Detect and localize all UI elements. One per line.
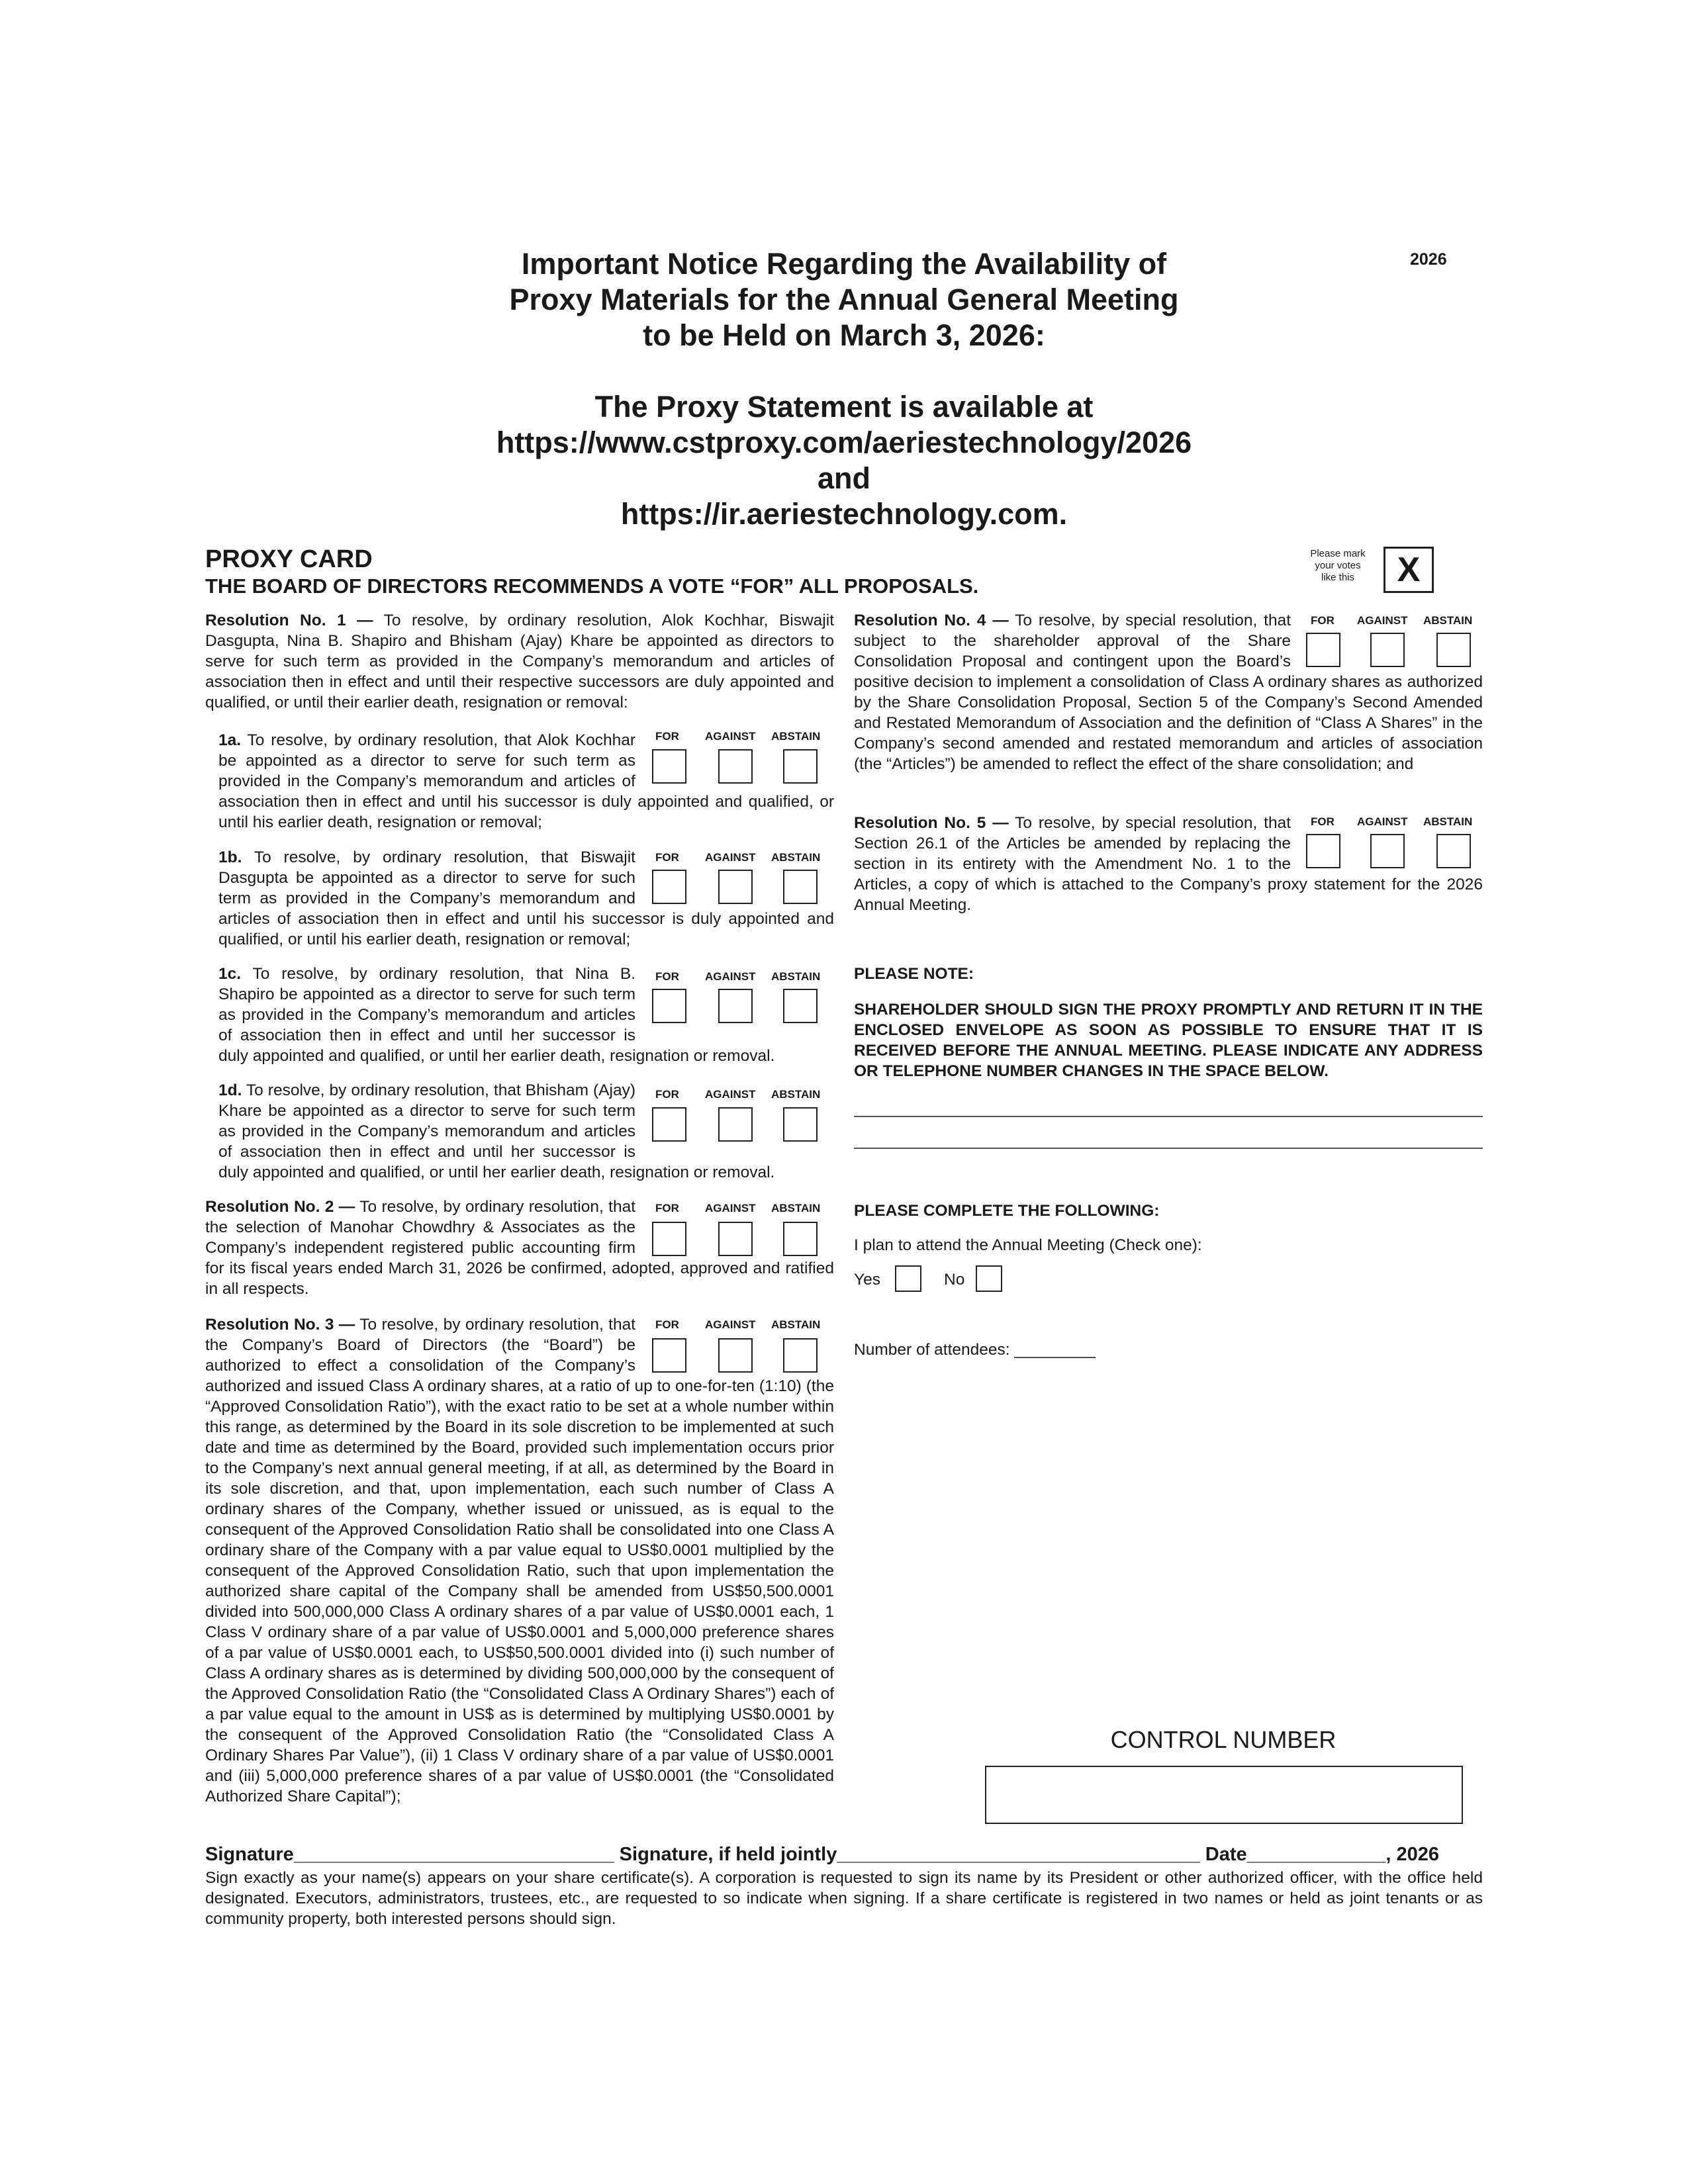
- vote-against-header: AGAINST: [705, 851, 756, 864]
- resolution-4-for-checkbox[interactable]: [1306, 633, 1340, 667]
- availability-and: and: [817, 461, 870, 495]
- control-number-box[interactable]: [985, 1766, 1463, 1824]
- signature-line: [205, 1844, 1483, 1866]
- vote-against-header: AGAINST: [1357, 614, 1408, 627]
- date-field[interactable]: _____________: [1246, 1844, 1386, 1865]
- resolution-1b-against-checkbox[interactable]: [718, 870, 753, 904]
- address-change-line-1[interactable]: [854, 1116, 1483, 1117]
- resolution-5-label: Resolution No. 5 —: [854, 814, 1009, 832]
- board-recommendation: THE BOARD OF DIRECTORS RECOMMENDS A VOTE “FOR” ALL PROPOSALS.: [205, 574, 979, 598]
- attend-no-checkbox[interactable]: [976, 1265, 1002, 1292]
- resolution-1d-against-checkbox[interactable]: [718, 1107, 753, 1142]
- control-number-title: CONTROL NUMBER: [1110, 1726, 1336, 1753]
- vote-abstain-header: ABSTAIN: [771, 851, 821, 864]
- resolution-3-for-checkbox[interactable]: [652, 1338, 686, 1373]
- signature-label: Signature: [205, 1844, 294, 1865]
- resolution-2-for-checkbox[interactable]: [652, 1222, 686, 1256]
- resolution-1a-abstain-checkbox[interactable]: [783, 749, 818, 784]
- resolution-1d-for-checkbox[interactable]: [652, 1107, 686, 1142]
- vote-abstain-header: ABSTAIN: [771, 730, 821, 743]
- resolution-2-text: To resolve, by ordinary resolution, that the selection of Manohar Chowdhry & Associates as the Company’s independent registered public accounting firm for its fiscal years ended March 31, 2026 be confirmed, adopted, approved and ratified in all respects.: [205, 1198, 834, 1298]
- resolution-1b-text: To resolve, by ordinary resolution, that Biswajit Dasgupta be appointed as a director to serve for such term as provided in the Company’s memorandum and articles of association then in effect and until his successor is duly appointed and qualified, or until his earlier death, resignation or removal;: [218, 848, 834, 948]
- resolution-1d-label: 1d.: [218, 1081, 242, 1099]
- resolution-5-for-checkbox[interactable]: [1306, 834, 1340, 868]
- resolution-1c-text: To resolve, by ordinary resolution, that Nina B. Shapiro be appointed as a director to serve for such term as provided in the Company’s memorandum and articles of association then in effect and until her successor is duly appointed and qualified, or until her earlier death, resignation or removal.: [218, 965, 775, 1065]
- vote-against-header: AGAINST: [705, 1202, 756, 1214]
- notice-heading-line-2: Proxy Materials for the Annual General Meeting: [509, 283, 1179, 316]
- resolution-1-label: Resolution No. 1 —: [205, 612, 373, 629]
- please-note-body: SHAREHOLDER SHOULD SIGN THE PROXY PROMPTLY AND RETURN IT IN THE ENCLOSED ENVELOPE AS SOON AS POSSIBLE TO ENSURE THAT IT IS RECEIVED BEFORE THE ANNUAL MEETING. PLEASE INDICATE ANY ADDRESS OR TELEPHONE NUMBER CHANGES IN THE SPACE BELOW.: [854, 1001, 1483, 1080]
- vote-for-header: FOR: [655, 1318, 679, 1331]
- notice-heading-line-3: to be Held on March 3, 2026:: [643, 318, 1045, 352]
- mark-example-box: X: [1383, 547, 1434, 593]
- resolution-1c-against-checkbox[interactable]: [718, 989, 753, 1023]
- resolution-1-text: To resolve, by ordinary resolution, Alok Kochhar, Biswajit Dasgupta, Nina B. Shapiro and Bhisham (Ajay) Khare be appointed as directors to serve for such term as provided in the Company’s memorandum and articles of association then in effect and until their respective successors are duly appointed and qualified, or until their earlier death, resignation or removal:: [205, 612, 835, 711]
- resolution-5-against-checkbox[interactable]: [1370, 834, 1405, 868]
- attendees-count-field[interactable]: Number of attendees: _________: [854, 1341, 1096, 1359]
- year-label: 2026: [1410, 250, 1447, 269]
- availability-line-1: The Proxy Statement is available at: [594, 390, 1094, 424]
- resolution-1a-against-checkbox[interactable]: [718, 749, 753, 784]
- please-complete-heading: PLEASE COMPLETE THE FOLLOWING:: [854, 1202, 1160, 1220]
- resolution-1a-for-checkbox[interactable]: [652, 749, 686, 784]
- resolution-1c-label: 1c.: [218, 965, 242, 983]
- resolution-3-label: Resolution No. 3 —: [205, 1316, 355, 1334]
- resolution-1d-abstain-checkbox[interactable]: [783, 1107, 818, 1142]
- vote-for-header: FOR: [655, 970, 679, 983]
- mark-hint: [1303, 548, 1373, 584]
- resolution-3-abstain-checkbox[interactable]: [783, 1338, 818, 1373]
- resolution-3: [205, 1314, 834, 1807]
- resolution-3-text: To resolve, by ordinary resolution, that the Company’s Board of Directors (the “Board”) be authorized to effect a consolidation of the Company’s authorized and issued Class A ordinary shares, at a ratio of up to one-for-ten (1:10) (the “Approved Consolidation Ratio”), with the exact ratio to be set at a whole number within this range, as determined by the Board in its sole discretion to be implemented at such date and time as determined by the Board, provided such implementation occurs prior to the Company’s next annual general meeting, if at all, as determined by the Board in its sole discretion, and that, upon implementation, each such number of Class A ordinary shares of the Company, whether issued or unissued, as is equal to the consequent of the Approved Consolidation Ratio shall be consolidated into one Class A ordinary share of the Company with a par value equal to US$0.0001 multiplied by the consequent of the Approved Consolidation Ratio, such that upon implementation the authorized share capital of the Company shall be amended from US$50,500.0001 divided into 500,000,000 Class A ordinary shares of a par value of US$0.0001 each, 1 Class V ordinary share of a par value of US$0.0001 and 5,000,000 preference shares of a par value of US$0.0001 each, to US$50,500.0001 divided into (i) such number of Class A ordinary shares as is determined by dividing 500,000,000 by the consequent of the Approved Consolidation Ratio (the “Consolidated Class A Ordinary Shares”) each of a par value equal to the amount in US$ as is determined by multiplying US$0.0001 by the consequent of the Approved Consolidation Ratio (the “Consolidated Class A Ordinary Shares Par Value”), (ii) 1 Class V ordinary share of a par value of US$0.0001 and (iii) 5,000,000 preference shares of a par value of US$0.0001 (the “Consolidated Authorized Share Capital”);: [205, 1316, 834, 1805]
- vote-for-header: FOR: [655, 1088, 679, 1101]
- vote-against-header: AGAINST: [1357, 815, 1408, 828]
- address-change-line-2[interactable]: [854, 1148, 1483, 1149]
- vote-against-header: AGAINST: [705, 1088, 756, 1101]
- date-label: Date: [1199, 1844, 1247, 1865]
- resolution-1b-label: 1b.: [218, 848, 242, 866]
- vote-abstain-header: ABSTAIN: [771, 1318, 821, 1331]
- vote-abstain-header: ABSTAIN: [771, 1202, 821, 1214]
- resolution-1b-for-checkbox[interactable]: [652, 870, 686, 904]
- resolution-1a-label: 1a.: [218, 731, 242, 749]
- attend-no-label: No: [944, 1271, 965, 1289]
- resolution-4-abstain-checkbox[interactable]: [1436, 633, 1471, 667]
- resolution-5-text: To resolve, by special resolution, that Section 26.1 of the Articles be amended by replacing the section in its entirety with the Amendment No. 1 to the Articles, a copy of which is attached to the Company’s proxy statement for the 2026 Annual Meeting.: [854, 814, 1483, 914]
- resolution-1: [205, 610, 834, 713]
- vote-against-header: AGAINST: [705, 730, 756, 743]
- vote-for-header: FOR: [1311, 815, 1335, 828]
- resolution-4-label: Resolution No. 4 —: [854, 612, 1009, 629]
- vote-against-header: AGAINST: [705, 970, 756, 983]
- vote-against-header: AGAINST: [705, 1318, 756, 1331]
- resolution-4-text: To resolve, by special resolution, that subject to the shareholder approval of the Share Consolidation Proposal and contingent upon the Board’s positive decision to implement a consolidation of Class A ordinary shares as authorized by the Share Consolidation Proposal, Section 5 of the Company’s Second Amended and Restated Memorandum of Association and the definition of “Class A Shares” in the Company’s second amended and restated memorandum and articles of association (the “Articles”) be amended to reflect the effect of the share consolidation; and: [854, 612, 1483, 773]
- attend-yes-label: Yes: [854, 1271, 880, 1289]
- resolution-2-against-checkbox[interactable]: [718, 1222, 753, 1256]
- vote-abstain-header: ABSTAIN: [1423, 614, 1473, 627]
- resolution-3-against-checkbox[interactable]: [718, 1338, 753, 1373]
- vote-for-header: FOR: [1311, 614, 1335, 627]
- vote-for-header: FOR: [655, 851, 679, 864]
- attend-yes-checkbox[interactable]: [895, 1265, 921, 1292]
- attend-question: I plan to attend the Annual Meeting (Check one):: [854, 1236, 1202, 1254]
- resolution-1c-abstain-checkbox[interactable]: [783, 989, 818, 1023]
- proxy-url-investor-relations[interactable]: https://ir.aeriestechnology.com.: [620, 497, 1068, 531]
- mark-hint-line: like this: [1321, 572, 1355, 583]
- mark-hint-line: Please mark: [1310, 548, 1366, 559]
- joint-signature-label: Signature, if held jointly: [614, 1844, 837, 1865]
- resolution-1b-abstain-checkbox[interactable]: [783, 870, 818, 904]
- resolution-2-abstain-checkbox[interactable]: [783, 1222, 818, 1256]
- resolution-5-abstain-checkbox[interactable]: [1436, 834, 1471, 868]
- resolution-1d-text: To resolve, by ordinary resolution, that Bhisham (Ajay) Khare be appointed as a director to serve for such term as provided in the Company’s memorandum and articles of association then in effect and until her successor is duly appointed and qualified, or until her earlier death, resignation or removal.: [218, 1081, 775, 1181]
- resolution-4-against-checkbox[interactable]: [1370, 633, 1405, 667]
- vote-abstain-header: ABSTAIN: [1423, 815, 1473, 828]
- proxy-card-title: PROXY CARD: [205, 545, 373, 573]
- resolution-1c-for-checkbox[interactable]: [652, 989, 686, 1023]
- resolution-2-label: Resolution No. 2 —: [205, 1198, 355, 1216]
- please-note-heading: PLEASE NOTE:: [854, 965, 974, 983]
- date-year: , 2026: [1385, 1844, 1439, 1865]
- resolution-1a-text: To resolve, by ordinary resolution, that Alok Kochhar be appointed as a director to serve for such term as provided in the Company’s memorandum and articles of association then in effect and until his successor is duly appointed and qualified, or until his earlier death, resignation or removal;: [218, 731, 834, 831]
- vote-for-header: FOR: [655, 730, 679, 743]
- proxy-url-cstproxy[interactable]: https://www.cstproxy.com/aeriestechnology/2026: [496, 426, 1192, 459]
- notice-heading-line-1: Important Notice Regarding the Availability of: [521, 247, 1167, 281]
- mark-hint-line: your votes: [1315, 560, 1361, 571]
- signature-instructions: Sign exactly as your name(s) appears on your share certificate(s). A corporation is requested to sign its name by its President or other authorized officer, with the office held designated. Executors, administrators, trustees, etc., are requested to so indicate when signing. If a share certificate is registered in two names or held as joint tenants or as community property, both interested persons should sign.: [205, 1869, 1483, 1928]
- joint-signature-field[interactable]: __________________________________: [837, 1844, 1200, 1865]
- signature-field[interactable]: ______________________________: [293, 1844, 614, 1865]
- vote-abstain-header: ABSTAIN: [771, 970, 821, 983]
- vote-for-header: FOR: [655, 1202, 679, 1214]
- vote-abstain-header: ABSTAIN: [771, 1088, 821, 1101]
